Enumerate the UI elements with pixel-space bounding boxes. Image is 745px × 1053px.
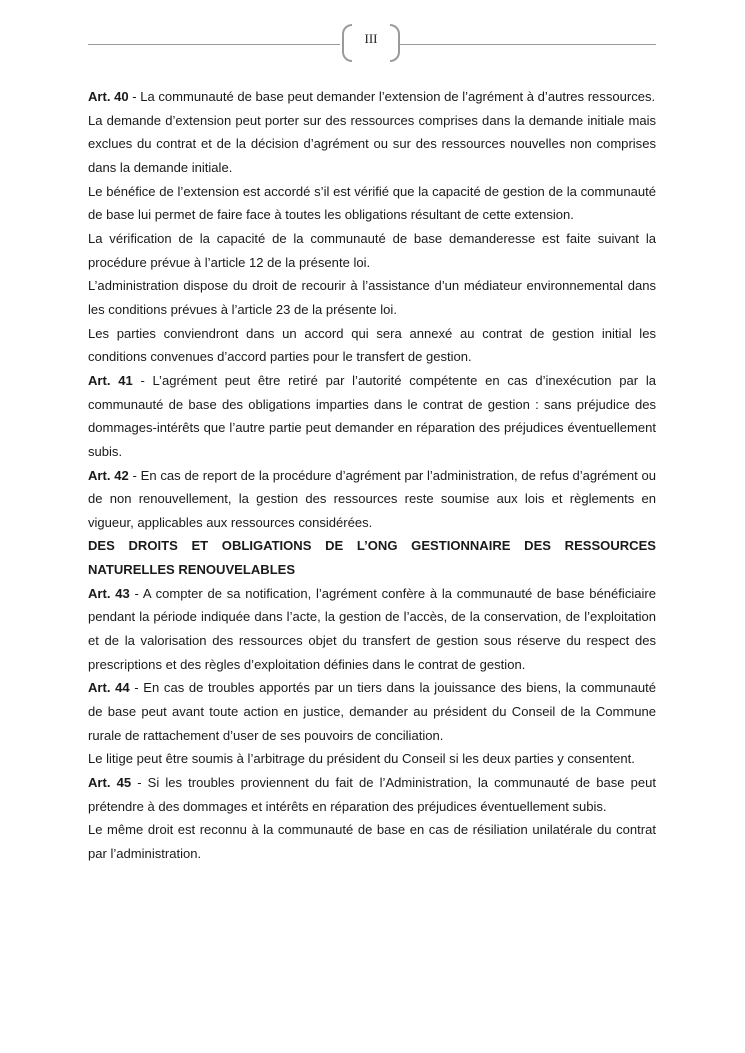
- paragraph: Le litige peut être soumis à l’arbitrage du président du Conseil si les deux parties y consentent.: [88, 751, 635, 767]
- paragraph-art-43: [88, 582, 656, 677]
- paragraph-art-45: [88, 771, 656, 818]
- page-number-bracket-right: [390, 24, 400, 62]
- paragraph: La vérification de la capacité de la communauté de base demanderesse est faite suivant la procédure prévue à l’article 12 de la présente loi.: [88, 230, 656, 270]
- paragraph: La demande d’extension peut porter sur des ressources comprises dans la demande initiale mais exclues du contrat et de la décision d’agrément ou sur des ressources nouvelles non comprises dans la demande initiale.: [88, 112, 656, 175]
- page-number-bracket-left: [342, 24, 352, 62]
- article-label: Art. 43: [88, 585, 130, 601]
- paragraph-text: - Si les troubles proviennent du fait de l’Administration, la communauté de base peut prétendre à des dommages et intérêts en réparation des préjudices éventuellement subis.: [88, 775, 657, 814]
- article-label: Art. 44: [88, 680, 130, 696]
- paragraph: Les parties conviendront dans un accord qui sera annexé au contrat de gestion initial les conditions convenues d’accord parties pour le transfert de gestion.: [88, 325, 656, 365]
- page-header: [88, 22, 656, 66]
- header-rule-left: [88, 44, 340, 45]
- document-body: [88, 85, 656, 866]
- article-label: Art. 45: [88, 775, 132, 791]
- paragraph-art-44: [88, 676, 656, 747]
- article-label: Art. 40: [88, 89, 129, 104]
- paragraph-text: - L’agrément peut être retiré par l’autorité compétente en cas d’inexécution par la communauté de base des obligations imparties dans le contrat de gestion : sans préjudice des dommages-intérêts que l’autre partie peut demander en réparation des préjudices éventuellement subis.: [88, 372, 656, 459]
- header-rule-right: [400, 44, 656, 45]
- article-label: Art. 42: [88, 467, 129, 483]
- paragraph-art-41: [88, 369, 656, 464]
- paragraph-text: - A compter de sa notification, l’agrément confère à la communauté de base bénéficiaire pendant la période indiquée dans l’acte, la gestion de l’accès, de la conservation, de l’exploitation et de la valorisation des ressources objet du transfert de gestion sous réserve du respect des prescriptions et des règles d’exploitation définies dans le contrat de gestion.: [88, 585, 656, 672]
- paragraph: Le bénéfice de l’extension est accordé s’il est vérifié que la capacité de gestion de la communauté de base lui permet de faire face à toutes les obligations résultant de cette extension.: [88, 183, 656, 223]
- paragraph-art-40: [88, 85, 656, 109]
- page-number: III: [364, 31, 378, 46]
- paragraph-text: - En cas de report de la procédure d’agrément par l’administration, de refus d’agrément ou de non renouvellement, la gestion des ressources reste soumise aux lois et règlements en vigueur, applicables aux ressources considérées.: [88, 467, 657, 530]
- paragraph-text: - La communauté de base peut demander l’extension de l’agrément à d’autres ressources.: [128, 89, 656, 104]
- paragraph-art-42: [88, 464, 656, 535]
- section-heading: DES DROITS ET OBLIGATIONS DE L’ONG GESTIONNAIRE DES RESSOURCES NATURELLES RENOUVELABLES: [88, 538, 656, 578]
- article-label: Art. 41: [88, 372, 133, 388]
- paragraph: Le même droit est reconnu à la communauté de base en cas de résiliation unilatérale du contrat par l’administration.: [88, 822, 656, 861]
- paragraph-text: - En cas de troubles apportés par un tiers dans la jouissance des biens, la communauté de base peut avant toute action en justice, demander au président du Conseil de la Commune rurale de rattachement d’user de ses pouvoirs de conciliation.: [88, 680, 656, 743]
- paragraph: L’administration dispose du droit de recourir à l’assistance d’un médiateur environnemental dans les conditions prévues à l’article 23 de la présente loi.: [88, 278, 656, 317]
